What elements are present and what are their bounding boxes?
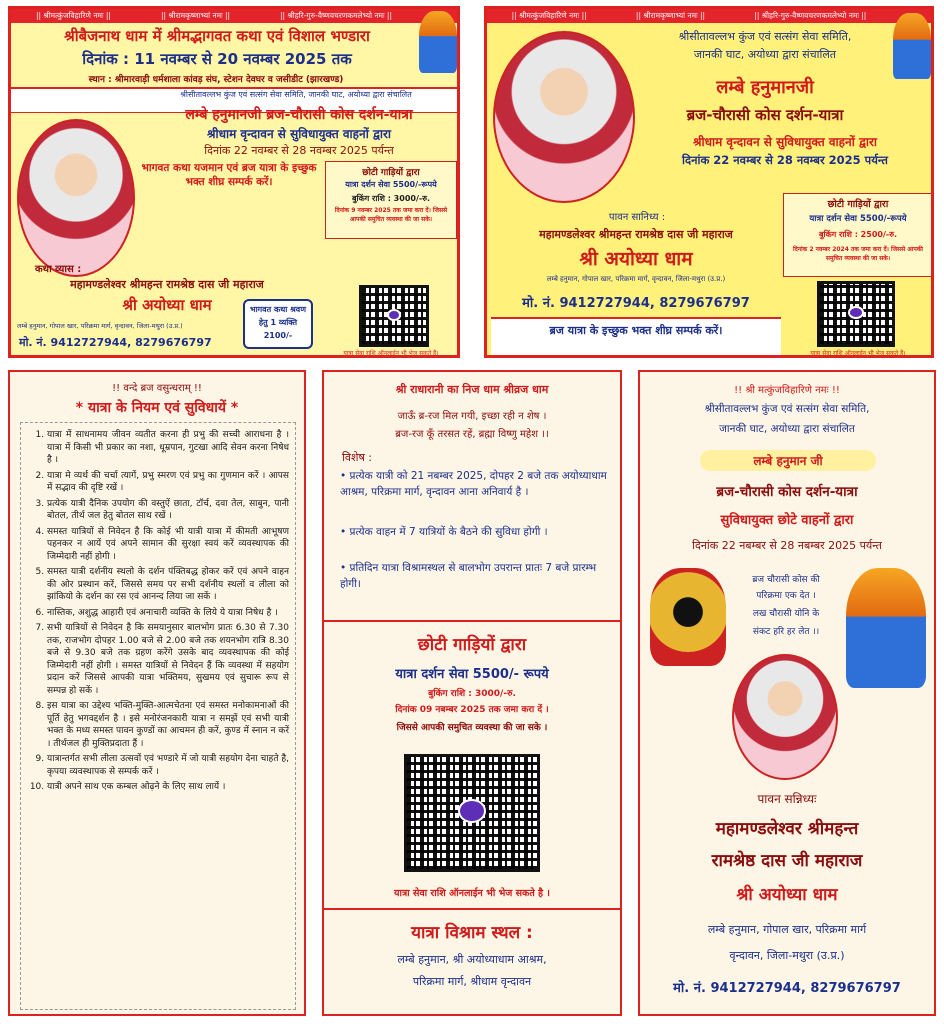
saint-photo [493,31,635,203]
org-line-2: जानकी घाट, अयोध्या द्वारा संचालित [719,423,855,435]
address-2: वृन्दावन, जिला-मथुरा (उ.प्र.) [729,949,845,962]
org-line: श्रीसीतावल्लभ कुंज एवं सत्संग सेवा समिति, जानकी घाट, अयोध्या द्वारा संचालित [180,90,412,99]
rule-item: 2. यात्रा मे व्यर्थ की चर्चा त्यागें, प्रभु स्मरण एवं प्रभु का गुणमान करें । आपस में सद्भाव की दृष्टि रखें । [47,470,289,495]
rule-item: 9. यात्रान्तर्गत सभी लीला उत्सवों एवं भण्डारे में जो यात्री सहयोग देना चाहते है, कृपया व्यवस्थापक से सम्पर्क करें । [47,753,289,778]
divider [324,620,620,622]
mantra-2: || श्रीरामकृष्णाभ्यां नमः || [635,11,706,20]
qr-logo-icon [458,799,487,824]
booking-deadline: दिनांक 9 नवम्बर 2025 तक जमा करा दें। जिससे आपकी समुचित व्यवस्था की जा सके। [334,207,448,223]
org-line-1: श्रीसीतावल्लभ कुंज एवं सत्संग सेवा समिति, [704,403,870,415]
saint-name-2: रामश्रेष्ठ दास जी महाराज [711,851,863,871]
payment-qr[interactable] [817,281,895,347]
doha-line-2: ब्रज-रज कूँ तरसत रहें, ब्रह्मा विष्णु महेश ।। [395,429,549,440]
rules-list [25,429,289,794]
rule-item: 1. यात्रा में साधनामय जीवन व्यतीत करना ही प्रभु की सच्ची आराधना है । यात्रा में किसी भी प्रकार का नशा, धूम्रपान, गुटखा आदि सेवन करना निषेध है । [47,429,289,467]
small-vehicle-fee: यात्रा दर्शन सेवा 5500/- रूपये [395,667,549,682]
booking-deadline-2: जिससे आपकी समुचित व्यवस्था की जा सके । [396,723,548,733]
rule-item: 3. प्रत्येक यात्री दैनिक उपयोग की वस्तुऐं छाता, टॉर्च, दवा तेल, साबुन, पानी बोतल, तीर्थ जल हेतु बोतल साथ रखें । [47,498,289,523]
vehicles-line: श्रीधाम वृन्दावन से सुविधायुक्त वाहनों द्वारा [692,135,878,149]
patron-label: पावन सन्निध्यः [757,792,817,806]
lambe-hanuman: लम्बे हनुमान जी [700,450,876,471]
saint-photo [732,654,838,780]
org-line-2: जानकी घाट, अयोध्या द्वारा संचालित [693,48,837,61]
saint-photo [17,119,135,277]
invite-line: ब्रज यात्रा के इच्छुक भक्त शीघ्र सम्पर्क करें। [491,317,781,355]
divider [324,908,620,910]
booking-amount: बुकिंग राशि : 3000/-रु. [428,689,516,699]
payment-qr[interactable] [404,754,540,872]
mantra-3: || श्रीहरि-गुरु-वैष्णवचरणकमलेभ्यो नमः || [280,11,392,20]
rules-title: * यात्रा के नियम एवं सुविधायें * [75,400,239,416]
small-vehicle-title: छोटी गाड़ियों द्वारा [362,168,420,178]
mantra-3: || श्रीहरि-गुरु-वैष्णवचरणकमलेभ्यो नमः || [754,11,867,20]
ayodhya-dham: श्री अयोध्या धाम [579,248,693,270]
katha-date: दिनांक : 11 नवम्बर से 20 नवम्बर 2025 तक [82,50,352,68]
patron-label: पावन सानिध्य : [608,212,666,223]
rule-item: 4. समस्त यात्रियों से निवेदन है कि कोई भी यात्री यात्रा में कीमती आभूषण पहनकर न आयें एवं अपने सामान की सुरक्षा स्वयं करें व्यवस्थापक की जिम्मेदारी नहीं होगी । [47,526,289,564]
ayodhya-dham: श्री अयोध्या धाम [736,885,838,905]
small-vehicle-fee: यात्रा दर्शन सेवा 5500/-रूपये [809,214,907,224]
rule-item: 5. समस्त यात्री दर्शनीय स्थलो के दर्शन पंक्तिबद्ध होकर करें एवं अपने वाहन की ओर प्रस्थान करें, जिससे समय पर सभी दर्शनीय स्थलों व लीला को झांकियो के दर्शन का रस एवं आनन्द लिया जा सकें । [47,566,289,604]
booking-deadline: दिनांक 2 नवम्बर 2024 तक जमा करा दें। जिससे आपकी समुचित व्यवस्था की जा सके। [793,246,923,262]
saint-name: महामण्डलेश्वर श्रीमहन्त रामश्रेष्ठ दास जी महाराज [70,278,264,291]
vehicles-line: श्रीधाम वृन्दावन से सुविधायुक्त वाहनों द्वारा [206,127,392,141]
yatra-title: ब्रज-चौरासी कोस दर्शन-यात्रा [686,106,844,124]
qr-logo-icon [848,306,864,319]
mantra-bar [487,9,931,23]
payment-qr[interactable] [359,285,429,347]
saint-name-1: महामण्डलेश्वर श्रीमहन्त [715,819,859,839]
yatra-date: दिनांक 22 नवम्बर से 28 नवम्बर 2025 पर्यन्त [682,153,888,167]
yatra-title: लम्बे हनुमानजी ब्रज-चौरासी कोस दर्शन-यात्रा [185,107,413,123]
hanuman-icon [893,13,931,79]
small-vehicle-fee: यात्रा दर्शन सेवा 5500/-रूपये [345,180,437,189]
mantra-1: || श्रीमत्कुंजविहारिणे नमः || [35,11,111,20]
poster-bhagwat-katha [8,6,460,358]
point-1: • प्रत्येक यात्री को 21 नबम्बर 2025, दोपहर 2 बजे तक अयोध्याधाम आश्रम, परिक्रमा मार्ग, वृन्दावन आना अनिवार्य है । [340,470,607,498]
verse-1: ब्रज चौरासी कोस की [752,575,820,585]
address: लम्बे हनुमान, गोपाल खार, परिक्रमा मार्ग, वृन्दावन, जिला-मथुरा (उ.प्र.) [17,322,183,330]
katha-title: श्रीबैजनाथ धाम में श्रीमद्भागवत कथा एवं विशाल भण्डारा [64,27,370,45]
address: लम्बे हनुमान, गोपाल खार, परिक्रमा मार्ग, वृन्दावन, जिला-मथुरा (उ.प्र.) [546,275,726,283]
mantra-bar [11,9,457,23]
hanuman-icon [419,11,457,73]
online-payment-note: यात्रा सेवा राशि ऑनलाईन भी भेज सकते हैं। [343,350,439,357]
braj-info-panel [322,370,622,1016]
qr-logo-icon [387,309,401,321]
rule-item: 8. इस यात्रा का उद्देश्य भक्ति-मुक्ति-आत्मचेतना एवं समस्त मनोकामनाओं की पूर्ति हेतु भगवद्दर्शन है । इसे मनोरंजनकारी यात्रा न समझें एवं सभी यात्री भक्त के मध्य समस्त पावन कुण्डों का आचमन ही करें, कुण्ड में स्नान न करें । तीर्थजल ही मुक्तिप्रदाता हैं । [47,700,289,750]
verse-3: लख चौरासी योनि के [752,609,820,619]
hanuman-icon [846,568,926,688]
vishesh-label: विशेष : [342,451,373,464]
point-3: • प्रतिदिन यात्रा विश्रामस्थल से बालभोग उपरान्त प्रातः 7 बजे प्रारम्भ होगी। [340,562,597,590]
mantra-1: || श्रीमत्कुंजविहारिणे नमः || [511,11,587,20]
rules-header: !! वन्दे ब्रज वसुन्धराम् !! [112,383,202,394]
yatra-title: ब्रज-चौरासी कोस दर्शन-यात्रा [716,484,858,500]
poster-braj-yatra [484,6,934,358]
stay-line-2: परिक्रमा मार्ग, श्रीधाम वृन्दावन [412,975,532,988]
ayodhya-dham: श्री अयोध्या धाम [122,296,212,314]
small-vehicle-title: छोटी गाड़ियों द्वारा [827,199,889,210]
yatra-date: दिनांक 22 नवम्बर से 28 नवम्बर 2025 पर्यन्त [204,144,394,157]
vehicles-line: सुविधायुक्त छोटे वाहनों द्वारा [720,513,854,528]
krishna-icon [650,568,726,666]
cover-panel [638,370,936,1016]
online-payment-note: यात्रा सेवा राशि ऑनलाईन भी भेज सकते हैं। [810,350,906,357]
booking-amount: बुकिंग राशि : 3000/-रु. [351,194,431,203]
doha-line-1: जाऊँ ब्र-रज मिल गयी, इच्छा रही न शेष । [397,411,547,422]
verse-2: परिक्रमा एक देत । [756,591,816,601]
online-payment-note: यात्रा सेवा राशि ऑनलाईन भी भेज सकते है । [393,888,551,899]
phone-number[interactable]: मो. नं. 9412727944, 8279676797 [673,981,901,996]
org-line-1: श्रीसीतावल्लभ कुंज एवं सत्संग सेवा समिति, [678,30,852,43]
booking-deadline-1: दिनांक 09 नबम्बर 2025 तक जमा करा दें । [395,705,549,715]
verse-4: संकट हरि हर लेत ।। [752,627,820,637]
address-1: लम्बे हनुमान, गोपाल खार, परिक्रमा मार्ग [707,923,867,936]
rule-item: 6. नास्तिक, अशुद्ध आहारी एवं अनाचारी व्यक्ति के लिये ये यात्रा निषेध है । [47,607,289,620]
mantra-2: || श्रीरामकृष्णाभ्यां नमः || [160,11,231,20]
rules-list-box [20,422,296,1010]
rules-panel [8,370,306,1016]
stay-line-1: लम्बे हनुमान, श्री अयोध्याधाम आश्रम, [397,953,547,966]
small-vehicle-title: छोटी गाड़ियों द्वारा [417,635,527,655]
point-2: • प्रत्येक वाहन में 7 यात्रियों के बैठने की सुविधा होगी । [340,526,548,538]
yatra-date: दिनांक 22 नबम्बर से 28 नबम्बर 2025 पर्यन्त [692,539,882,552]
rule-item: 10. यात्री अपने साथ एक कम्बल ओढ़ने के लिए साथ लायें । [47,781,289,794]
saint-name: महामण्डलेश्वर श्रीमहन्त रामश्रेष्ठ दास जी महाराज [539,228,733,241]
invite-line: भागवत कथा यजमान एवं ब्रज यात्रा के इच्छुक भक्त शीघ्र सम्पर्क करें। [141,162,317,188]
katha-venue: स्थान : श्रीमारवाड़ी धर्मशाला कांवड़ संघ, स्टेशन देवघर व जसीडीट (झारखण्ड) [88,75,344,85]
rule-item: 7. सभी यात्रियों से निवेदन है कि समयानुसार बालभोग प्रातः 6.30 से 7.30 तक, राजभोग दोपहर 1.00 बजे से 2.00 बजे तक शयनभोग रात्रि 8.30 बजे से 9.30 बजे तक ग्रहण करेंगे उसके बाद व्यवस्थापक की कोई जिम्मेदारी नहीं होगी । समस्त यात्रियों से निवेदन हैं कि व्यवस्था में सहयोग प्रदान करें जिससे आपकी यात्रा भक्तिमय, सुखमय एवं सुचारू रूप से सम्पन्न हो सकें । [47,622,289,697]
phone-number[interactable]: मो. नं. 9412727944, 8279676797 [522,296,750,311]
lambe-hanuman: लम्बे हनुमानजी [716,77,814,98]
phone-number[interactable]: मो. नं. 9412727944, 8279676797 [19,336,212,349]
stay-title: यात्रा विश्राम स्थल : [411,923,533,943]
cover-mantra: !! श्री मत्कुंजविहारिणे नमः !! [734,385,840,396]
braj-title: श्री राधारानी का निज धाम श्रीव्रज धाम [395,383,549,396]
booking-amount: बुकिंग राशि : 2500/-रु. [818,230,898,239]
shravan-fee: भागवत कथा श्रवण हेतु 1 व्यक्ति 2100/- [249,305,306,340]
katha-vyas-label: कथा व्यास : [35,264,82,275]
